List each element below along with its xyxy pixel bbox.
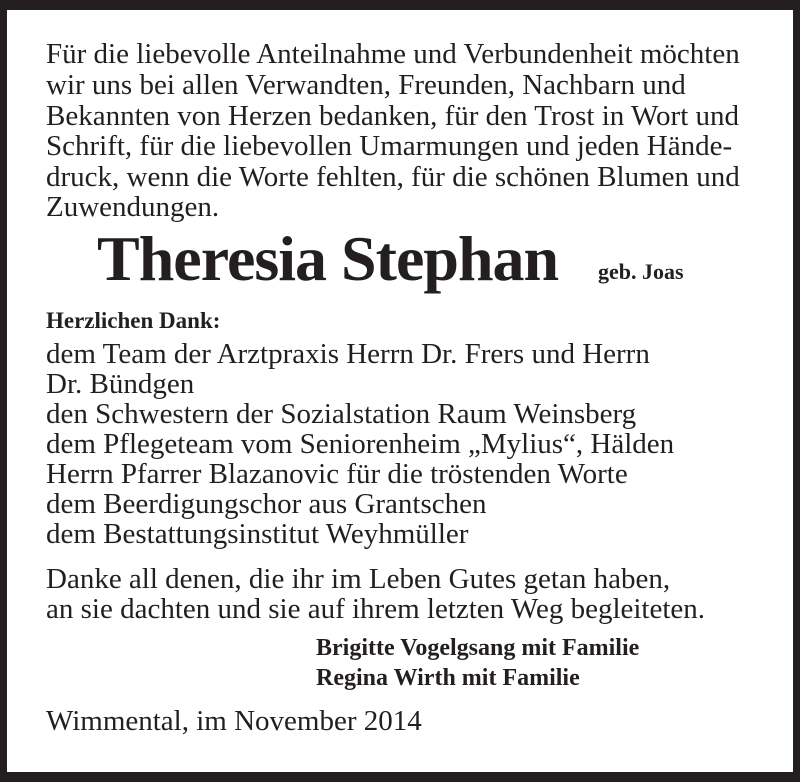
maiden-name: geb. Joas (598, 259, 684, 284)
thanks-item: Dr. Bündgen (46, 368, 195, 400)
thanks-item: dem Team der Arztpraxis Herrn Dr. Frers und Herrn (46, 338, 650, 370)
thanks-item: den Schwestern der Sozialstation Raum Weinsberg (46, 398, 637, 430)
closing-line: Danke all denen, die ihr im Leben Gutes getan haben, (46, 563, 671, 595)
thanks-item: dem Beerdigungschor aus Grantschen (46, 488, 487, 520)
deceased-name: Theresia Stephan (97, 223, 559, 294)
thanks-heading: Herzlichen Dank: (46, 308, 221, 333)
intro-line: wir uns bei allen Verwandten, Freunden, Nachbarn und (46, 69, 686, 101)
intro-line: Bekannten von Herzen bedanken, für den Trost in Wort und (46, 100, 739, 132)
thanks-item: Herrn Pfarrer Blazanovic für die tröstenden Worte (46, 458, 628, 490)
thanks-item: dem Bestattungsinstitut Weyhmüller (46, 518, 469, 550)
signature: Regina Wirth mit Familie (316, 665, 580, 691)
signature: Brigitte Vogelgsang mit Familie (316, 635, 640, 661)
intro-line: druck, wenn die Worte fehlten, für die schönen Blumen und (46, 161, 740, 193)
closing-line: an sie dachten und sie auf ihrem letzten Weg begleiteten. (46, 593, 706, 625)
intro-line: Zuwendungen. (46, 191, 220, 223)
place-date: Wimmental, im November 2014 (46, 705, 422, 737)
intro-line: Für die liebevolle Anteilnahme und Verbundenheit möchten (46, 38, 740, 70)
intro-line: Schrift, für die liebevollen Umarmungen und jeden Hände- (46, 130, 733, 162)
thanks-item: dem Pflegeteam vom Seniorenheim „Mylius“, Hälden (46, 428, 675, 460)
